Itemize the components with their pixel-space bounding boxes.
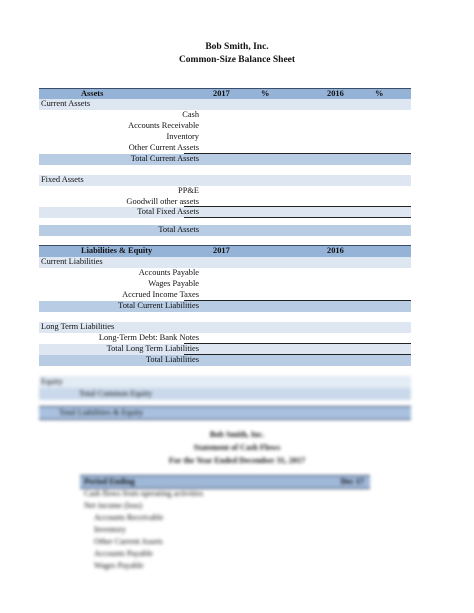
current-assets-heading-row xyxy=(39,99,411,110)
fixed-assets-heading-row xyxy=(39,175,411,186)
list-item xyxy=(80,524,370,536)
header-year-2017: 2017 xyxy=(213,89,230,98)
table-row xyxy=(39,110,411,121)
liab-header-year-2017: 2017 xyxy=(213,246,230,255)
cash-flow-item: Wages Payable xyxy=(94,561,144,570)
period-ending-label: Period Ending xyxy=(84,477,135,486)
total-current-assets-row xyxy=(39,154,411,165)
table-row xyxy=(39,186,411,197)
sheet-title: Common-Size Balance Sheet xyxy=(178,55,296,65)
list-item xyxy=(80,536,370,548)
cash-flow-item: Accounts Payable xyxy=(94,549,153,558)
list-item xyxy=(80,500,370,512)
table-row xyxy=(39,121,411,132)
equity-heading: Equity xyxy=(41,377,63,386)
total-common-equity-row xyxy=(39,388,411,400)
total-label: Total Fixed Assets xyxy=(137,207,199,216)
liab-header-label: Liabilities & Equity xyxy=(81,246,153,255)
period-column-label: Dec 17 xyxy=(340,477,364,486)
total-assets-row xyxy=(39,225,411,236)
long-term-liabilities-heading: Long Term Liabilities xyxy=(41,322,115,331)
total-common-equity-label: Total Common Equity xyxy=(79,389,153,398)
table-row xyxy=(39,268,411,279)
row-label: Accrued Income Taxes xyxy=(122,290,199,299)
row-label: Long-Term Debt: Bank Notes xyxy=(98,333,199,342)
list-item xyxy=(80,560,370,572)
total-fixed-assets-row xyxy=(39,207,411,218)
total-long-term-liabilities-row xyxy=(39,344,411,355)
subtotal-line xyxy=(184,217,411,218)
row-label: Wages Payable xyxy=(148,279,199,288)
table-row xyxy=(39,143,411,154)
table-row xyxy=(39,290,411,301)
list-item xyxy=(80,512,370,524)
row-label: PP&E xyxy=(178,186,199,195)
header-year-2016: 2016 xyxy=(327,89,344,98)
header-percent-2: % xyxy=(375,89,384,98)
cash-flow-section-row xyxy=(80,488,370,500)
total-label: Total Long Term Liabilities xyxy=(106,344,199,353)
table-row xyxy=(39,279,411,290)
row-label: Goodwill other assets xyxy=(126,197,199,206)
equity-heading-row xyxy=(39,376,411,388)
current-liabilities-heading: Current Liabilities xyxy=(41,257,103,266)
current-liabilities-heading-row xyxy=(39,257,411,268)
cash-flow-title: Statement of Cash Flows xyxy=(193,443,281,452)
total-current-liabilities-row xyxy=(39,301,411,312)
total-label: Total Current Assets xyxy=(130,154,199,163)
row-label: Accounts Receivable xyxy=(128,121,199,130)
assets-header-label: Assets xyxy=(81,89,104,98)
total-label: Total Assets xyxy=(158,225,199,234)
cash-flow-item: Other Current Assets xyxy=(94,537,163,546)
company-name: Bob Smith, Inc. xyxy=(205,42,269,52)
row-label: Cash xyxy=(182,110,199,119)
cash-flow-header-row xyxy=(80,475,370,489)
operating-activities-heading: Cash flows from operating activities xyxy=(84,489,204,498)
long-term-liabilities-heading-row xyxy=(39,322,411,333)
total-label: Total Liabilities xyxy=(145,355,199,364)
table-row xyxy=(39,132,411,143)
liabilities-header-row xyxy=(39,245,411,258)
blurred-preview-section xyxy=(0,372,474,613)
cash-flow-period: For the Year Ended December 31, 2017 xyxy=(168,456,306,465)
cash-flow-company: Bob Smith, Inc. xyxy=(209,430,265,439)
total-liabilities-row xyxy=(39,355,411,366)
cash-flow-item: Net income (loss) xyxy=(84,501,143,510)
total-liabilities-equity-label: Total Liabilities & Equity xyxy=(59,408,144,417)
total-liabilities-equity-row xyxy=(39,406,411,420)
row-label: Accounts Payable xyxy=(138,268,199,277)
cash-flow-item: Accounts Receivable xyxy=(94,513,164,522)
table-row xyxy=(39,333,411,344)
row-label: Other Current Assets xyxy=(128,143,199,152)
fixed-assets-heading: Fixed Assets xyxy=(41,175,84,184)
header-percent-1: % xyxy=(261,89,270,98)
row-label: Inventory xyxy=(166,132,199,141)
list-item xyxy=(80,548,370,560)
cash-flow-item: Inventory xyxy=(94,525,126,534)
liab-header-year-2016: 2016 xyxy=(327,246,344,255)
total-label: Total Current Liabilities xyxy=(118,301,199,310)
current-assets-heading: Current Assets xyxy=(41,99,91,108)
